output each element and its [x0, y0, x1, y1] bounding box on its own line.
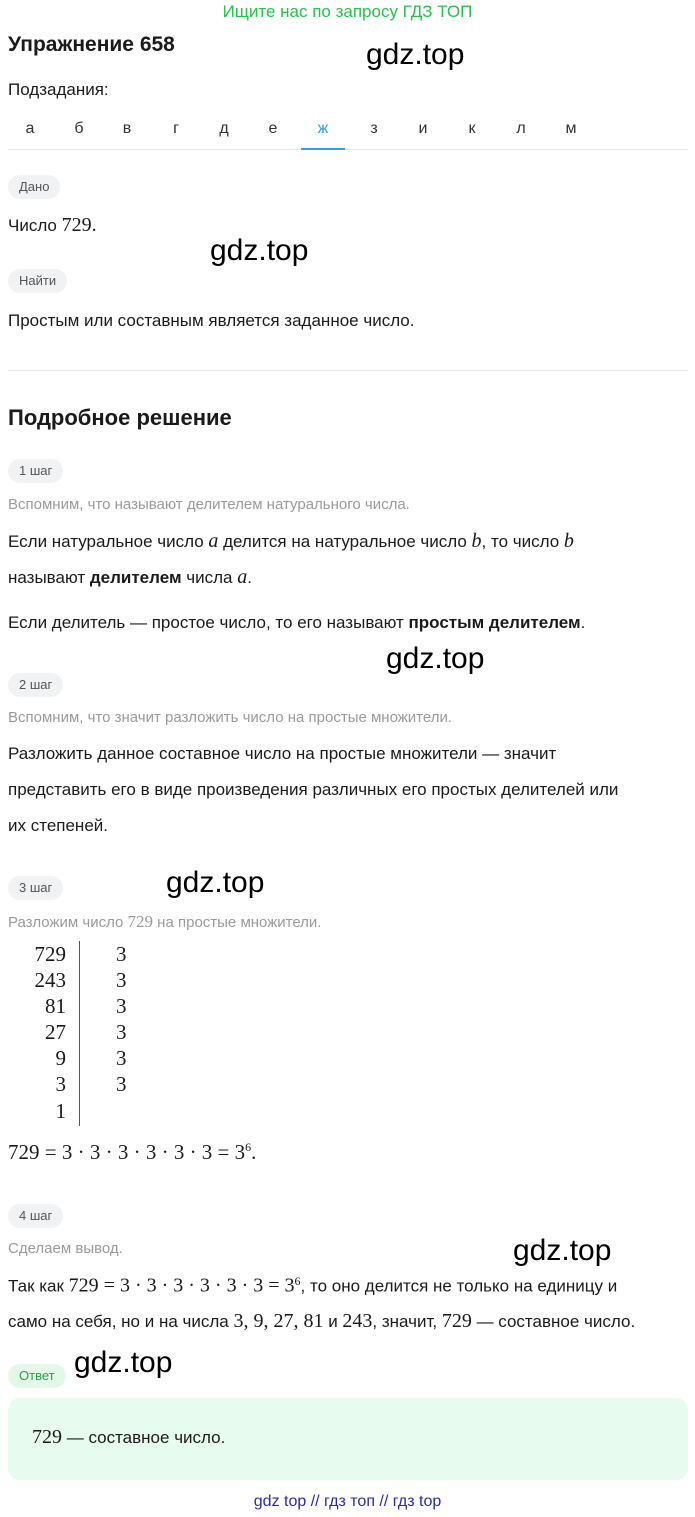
footer-links[interactable]: gdz top // гдз топ // гдз top [253, 1493, 442, 1510]
text: Если натуральное число [8, 532, 209, 551]
step4-line2 [8, 1310, 635, 1333]
answer-box [8, 1398, 688, 1480]
subtasks-label: Подзадания: [8, 80, 109, 99]
watermark: gdz.top [386, 642, 485, 675]
text: Разложим число [8, 914, 128, 931]
watermark: gdz.top [74, 1346, 173, 1379]
tab-i[interactable]: и [418, 120, 428, 137]
step2-para-line3: их степеней. [8, 816, 108, 835]
exponent: 6 [245, 1140, 252, 1154]
tab-g[interactable]: г [173, 120, 179, 137]
text: , то число [481, 532, 564, 551]
tab-d[interactable]: д [219, 120, 229, 137]
factor-dividend: 1 [55, 1099, 66, 1123]
step2-para-line2: представить его в виде произведения различных его простых делителей или [8, 780, 619, 799]
given-text [8, 214, 97, 237]
tab-l[interactable]: л [516, 120, 526, 137]
text: и [323, 1312, 343, 1331]
step2-para-line1: Разложить данное составное число на простые множители — значит [8, 744, 557, 763]
answer-text [32, 1426, 225, 1449]
factor-dividend: 729 [34, 942, 66, 966]
number: 243 [342, 1310, 373, 1332]
find-text: Простым или составным является заданное число. [8, 311, 415, 330]
watermark: gdz.top [513, 1234, 612, 1267]
step1-line1 [8, 530, 574, 553]
watermark: gdz.top [366, 38, 465, 71]
step3-chip: 3 шаг [8, 876, 63, 900]
given-number: 729 [61, 214, 92, 236]
text: — составное число. [471, 1312, 636, 1331]
factor-prime: 3 [116, 994, 127, 1018]
factor-dividend: 9 [55, 1046, 66, 1070]
number: 729 [127, 912, 154, 931]
text: Так как [8, 1276, 69, 1296]
given-chip: Дано [8, 175, 60, 199]
tab-v[interactable]: в [122, 120, 132, 137]
text: , то оно делится не только на единицу и [300, 1276, 618, 1296]
text: . [247, 568, 252, 587]
factor-divider-line [79, 941, 80, 1126]
var-b: b [471, 530, 482, 552]
var-a: a [237, 566, 248, 588]
tab-e[interactable]: е [268, 120, 278, 137]
step1-hint: Вспомним, что называют делителем натурального числа. [8, 496, 410, 513]
equation: 729 = 3 · 3 · 3 · 3 · 3 · 3 = 3 [68, 1274, 295, 1297]
answer-chip: Ответ [8, 1364, 66, 1388]
given-label: Число [8, 216, 57, 235]
factor-prime: 3 [116, 942, 127, 966]
search-banner: Ищите нас по запросу ГДЗ ТОП [222, 2, 473, 21]
factor-dividend: 27 [45, 1020, 66, 1044]
step2-hint: Вспомним, что значит разложить число на простые множители. [8, 709, 453, 726]
step1-chip: 1 шаг [8, 459, 63, 483]
factor-prime: 3 [116, 1072, 127, 1096]
step4-hint: Сделаем вывод. [8, 1240, 123, 1257]
factor-prime: 3 [116, 1020, 127, 1044]
text: — составное число. [62, 1428, 226, 1447]
factor-dividend: 3 [55, 1072, 66, 1096]
text: Если делитель — простое число, то его называют [8, 613, 409, 632]
watermark: gdz.top [166, 866, 265, 899]
step4-line1 [8, 1274, 617, 1298]
number: 729 [441, 1310, 472, 1332]
subtask-tabs [8, 108, 688, 150]
bold-term: простым делителем [408, 613, 581, 632]
given-period: . [91, 214, 97, 236]
number: 729 [32, 1426, 62, 1448]
var-a: a [208, 530, 219, 552]
step2-chip: 2 шаг [8, 673, 63, 697]
watermark: gdz.top [210, 234, 309, 267]
factorization-result [8, 1140, 256, 1165]
step1-line3 [8, 613, 585, 633]
step1-line2 [8, 566, 252, 589]
bold-term: делителем [89, 568, 182, 587]
step3-hint [8, 912, 321, 932]
text: делится на натуральное число [218, 532, 472, 551]
tab-m[interactable]: м [565, 120, 577, 137]
step4-chip: 4 шаг [8, 1204, 63, 1228]
factor-prime: 3 [116, 1046, 127, 1070]
text: . [580, 613, 586, 632]
text: числа [181, 568, 238, 587]
find-chip: Найти [8, 269, 67, 293]
factor-dividend: 243 [34, 968, 66, 992]
factor-prime: 3 [116, 968, 127, 992]
tab-zh[interactable]: ж [301, 108, 345, 150]
factor-dividend: 81 [45, 994, 66, 1018]
text: . [251, 1140, 257, 1164]
numbers: 3, 9, 27, 81 [233, 1310, 324, 1332]
text: , значит, [372, 1312, 442, 1331]
var-b: b [563, 530, 574, 552]
tab-b[interactable]: б [74, 120, 84, 137]
exponent: 6 [294, 1274, 301, 1288]
text: на простые множители. [153, 914, 322, 931]
text: само на себя, но и на числа [8, 1312, 234, 1331]
section-divider [8, 370, 688, 371]
text: называют [8, 568, 90, 587]
tab-z[interactable]: з [370, 120, 378, 137]
page-title: Упражнение 658 [8, 33, 175, 56]
solution-title: Подробное решение [8, 405, 232, 430]
tab-k[interactable]: к [468, 120, 476, 137]
equation: 729 = 3 · 3 · 3 · 3 · 3 · 3 = 3 [8, 1140, 246, 1164]
tab-a[interactable]: а [25, 120, 35, 137]
